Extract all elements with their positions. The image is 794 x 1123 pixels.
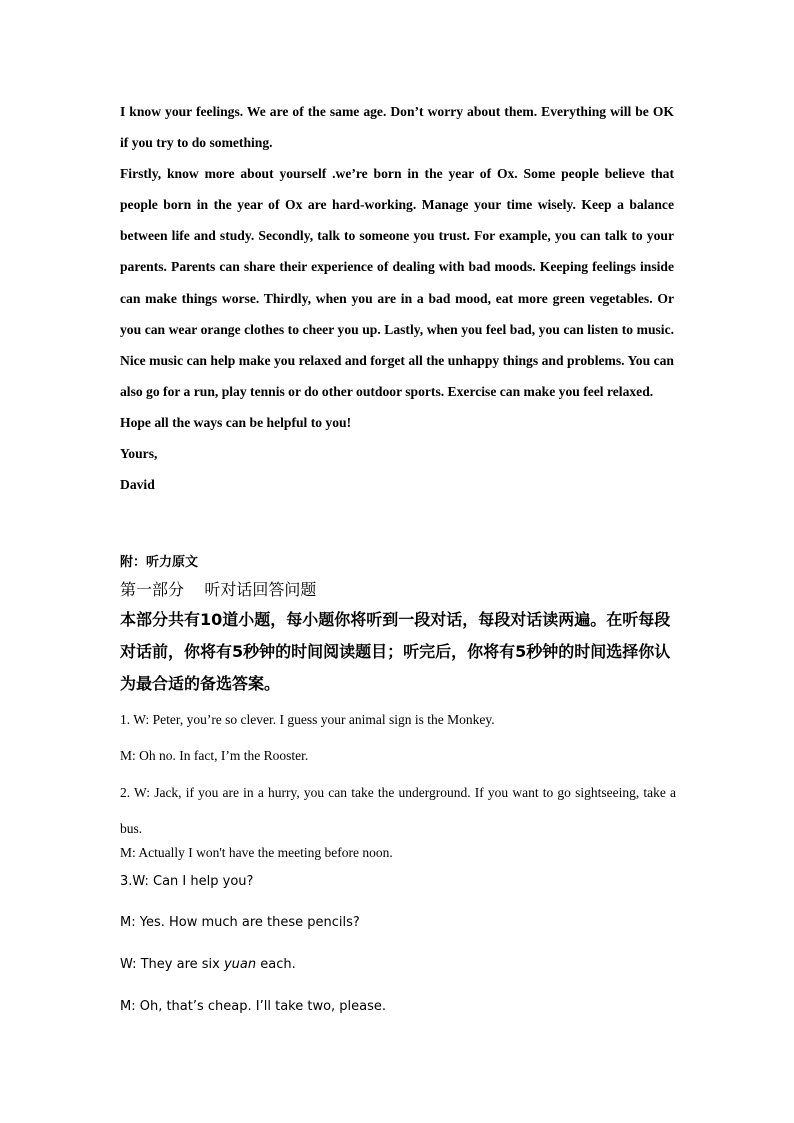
transcript-line-7 — [120, 956, 296, 974]
transcript-line-2: M: Oh no. In fact, I’m the Rooster. — [120, 748, 309, 763]
transcript-line-5: 3.W: Can I help you? — [120, 874, 254, 889]
transcript-line-4: M: Actually I won't have the meeting before noon. — [120, 845, 393, 860]
section-instructions: 本部分共有10道小题，每小题你将听到一段对话，每段对话读两遍。在听每段对话前，你将有5秒钟的时间阅读题目；听完后，你将有5秒钟的时间选择你认为最合适的备选答案。 — [120, 610, 671, 693]
transcript-line-1: 1. W: Peter, you’re so clever. I guess your animal sign is the Monkey. — [120, 712, 495, 727]
transcript-line-6: M: Yes. How much are these pencils? — [120, 915, 360, 930]
letter-closing-line: Hope all the ways can be helpful to you! — [120, 414, 352, 430]
transcript-line-8: M: Oh, that’s cheap. I’ll take two, please. — [120, 999, 387, 1014]
letter-body — [120, 96, 674, 500]
transcript-line-7-start: W: They are six — [120, 957, 224, 972]
letter-sign-off: Yours, — [120, 446, 158, 462]
section-title: 第一部分 听对话回答问题 — [120, 580, 317, 599]
letter-paragraph-2: Firstly, know more about yourself .we’re born in the year of Ox. Some people believe that people born in the year of Ox are hard-working. Manage your time wisely. Keep a balance between life and study. Secondly, talk to someone you trust. For example, you can talk to your parents. Parents can share their experience of dealing with bad moods. Keeping feelings inside can make things worse. Thirdly, when you are in a bad mood, eat more green vegetables. Or you can wear orange clothes to cheer you up. Lastly, when you feel bad, you can listen to music. Nice music can help make you relaxed and forget all the unhappy things and problems. You can also go for a run, play tennis or do other outdoor sports. Exercise can make you feel relaxed. — [120, 166, 674, 399]
currency-yuan: yuan — [223, 957, 257, 972]
appendix-note: 附：听力原文 — [120, 555, 199, 570]
transcript-line-7-end: each. — [256, 957, 296, 972]
letter-paragraph-1: I know your feelings. We are of the same age. Don’t worry about them. Everything will be OK if you try to do something. — [120, 104, 674, 151]
letter-signature: David — [120, 477, 155, 493]
transcript-line-3: 2. W: Jack, if you are in a hurry, you can take the underground. If you want to go sightseeing, take a bus. — [120, 785, 676, 836]
